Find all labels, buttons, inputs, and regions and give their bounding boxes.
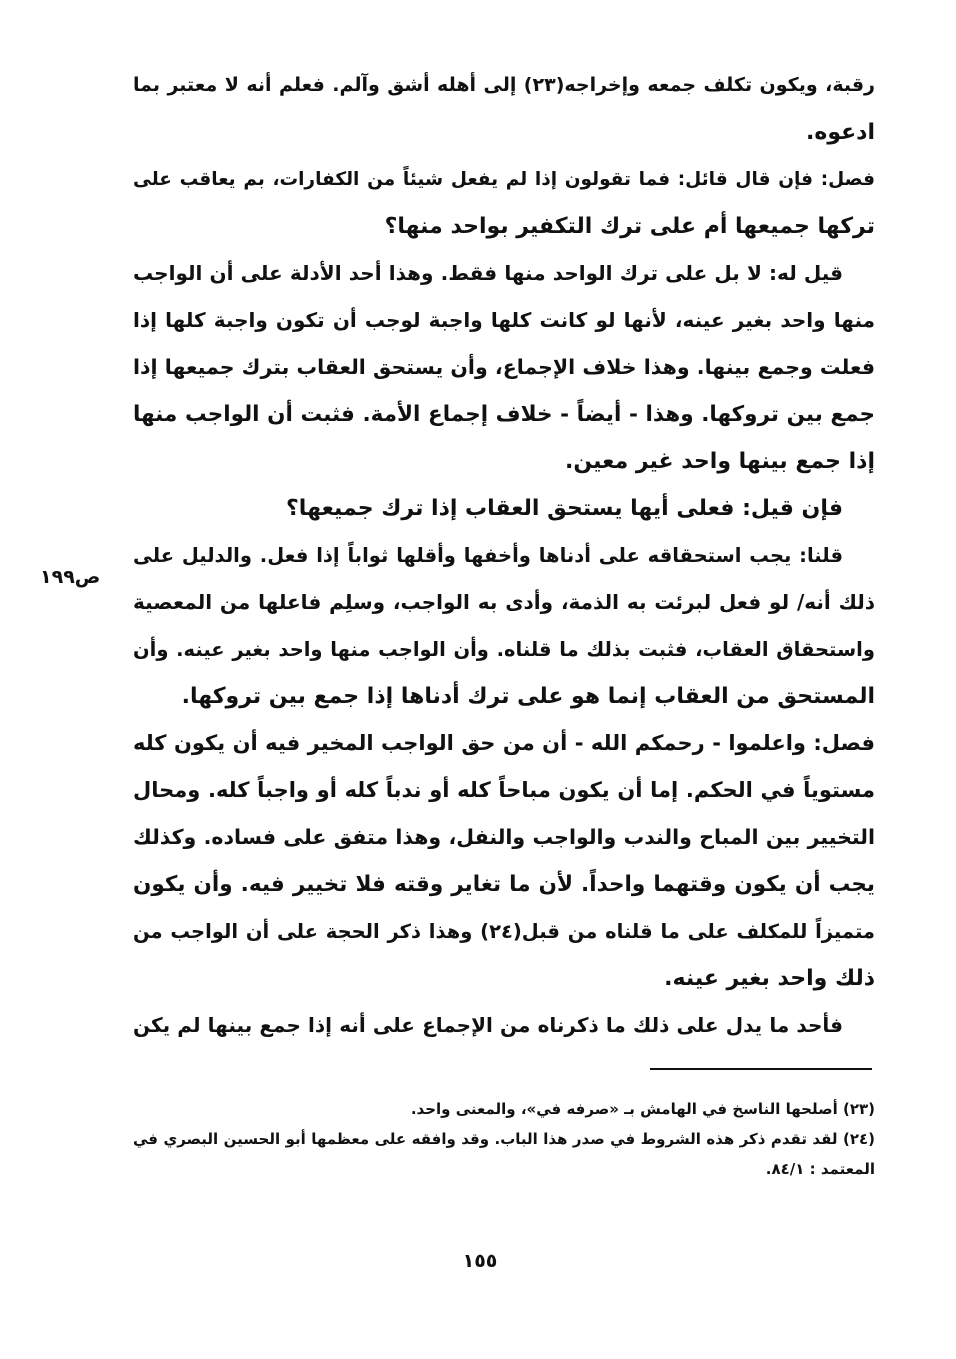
footnote-line: (٢٤) لقد تقدم ذكر هذه الشروط في صدر هذا الباب. وقد وافقه على معظمها أبو الحسين البصري في (133, 1130, 875, 1148)
footnotes (133, 1094, 875, 1184)
text-line: تركها جميعها أم على ترك التكفير بواحد منها؟ (384, 214, 875, 239)
margin-page-reference: ص١٩٩ (40, 566, 101, 588)
text-line: فأحد ما يدل على ذلك ما ذكرناه من الإجماع على أنه إذا جمع بينها لم يكن (133, 1013, 843, 1037)
text-line: ذلك أنه/ لو فعل لبرئت به الذمة، وأدى به الواجب، وسلِم فاعلها من المعصية (133, 590, 875, 614)
footnote-line: (٢٣) أصلحها الناسخ في الهامش بـ «صرفه في»، والمعنى واحد. (410, 1100, 875, 1118)
text-line: رقبة، ويكون تكلف جمعه وإخراجه(٢٣) إلى أهله أشق وآلم. فعلم أنه لا معتبر بما (133, 74, 875, 96)
text-line: قلنا: يجب استحقاقه على أدناها وأخفها وأقلها ثواباً إذا فعل. والدليل على (133, 544, 843, 567)
text-line: مستوياً في الحكم. إما أن يكون مباحاً كله أو ندباً كله أو واجباً كله. ومحال (133, 778, 875, 802)
text-line: فصل: واعلموا - رحمكم الله - أن من حق الواجب المخير فيه أن يكون كله (133, 731, 875, 755)
text-line: ادعوه. (806, 120, 875, 145)
text-line: المستحق من العقاب إنما هو على ترك أدناها إذا جمع بين تروكها. (181, 684, 875, 709)
text-line: منها واحد بغير عينه، لأنها لو كانت كلها واجبة لوجب أن تكون واجبة كلها إذا (133, 308, 875, 332)
text-line: التخيير بين المباح والندب والواجب والنفل، وهذا متفق على فساده. وكذلك (133, 825, 875, 849)
text-line: متميزاً للمكلف على ما قلناه من قبل(٢٤) وهذا ذكر الحجة على أن الواجب من (133, 920, 875, 943)
text-line: ذلك واحد بغير عينه. (664, 966, 875, 991)
footnote-line: المعتمد : ٨٤/١. (765, 1160, 875, 1178)
text-line: إذا جمع بينها واحد غير معين. (565, 449, 875, 474)
page-number: ١٥٥ (462, 1250, 498, 1272)
text-line: فإن قيل: فعلى أيها يستحق العقاب إذا ترك جميعها؟ (286, 496, 843, 521)
text-line: قيل له: لا بل على ترك الواحد منها فقط. وهذا أحد الأدلة على أن الواجب (133, 261, 843, 285)
text-line: واستحقاق العقاب، فثبت بذلك ما قلناه. وأن الواجب منها واحد بغير عينه. وأن (133, 638, 875, 661)
text-line: جمع بين تروكها. وهذا - أيضاً - خلاف إجماع الأمة. فثبت أن الواجب منها (133, 402, 875, 427)
text-line: فعلت وجمع بينها. وهذا خلاف الإجماع، وأن يستحق العقاب بترك جميعها إذا (133, 355, 875, 379)
text-line: يجب أن يكون وقتهما واحداً. لأن ما تغاير وقته فلا تخيير فيه. وأن يكون (133, 872, 875, 897)
text-line: فصل: فإن قال قائل: فما تقولون إذا لم يفعل شيئاً من الكفارات، بم يعاقب على (133, 169, 875, 190)
main-text (133, 62, 875, 1049)
footnote-divider (650, 1068, 872, 1070)
